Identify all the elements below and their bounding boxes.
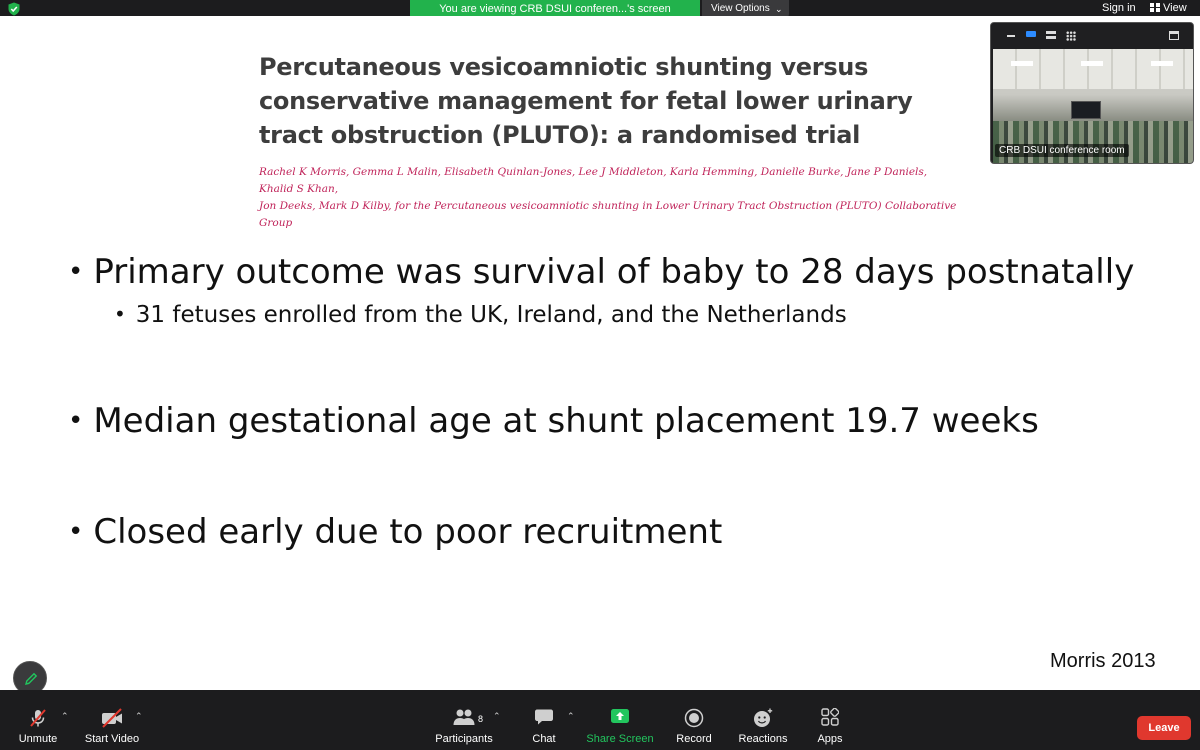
share-screen-button share[interactable]: [586, 690, 654, 750]
unmute-label: Unmute: [18, 733, 58, 745]
record-label: Record: [676, 733, 712, 745]
participants-button[interactable]: [432, 690, 496, 750]
participants-label: Participants: [435, 733, 493, 745]
sub-bullet-enrollment: [114, 302, 847, 328]
chat-button[interactable]: [524, 690, 564, 750]
video-thumbnail-panel[interactable]: [990, 22, 1194, 164]
bullet-text: Closed early due to poor recruitment: [93, 512, 723, 552]
bullet-text: 31 fetuses enrolled from the UK, Ireland, and the Netherlands: [135, 302, 847, 328]
author-list: [259, 164, 959, 232]
screen-share-banner: You are viewing CRB DSUI conferen...'s screen: [410, 0, 700, 18]
video-room-ceiling: [993, 49, 1193, 89]
muted-microphone-icon: [28, 708, 48, 728]
room-tv-screen: [1071, 101, 1101, 119]
bullet-icon: •: [68, 257, 84, 287]
slide-citation: Morris 2013: [1050, 650, 1156, 672]
participants-icon: [452, 708, 476, 726]
bullet-icon: •: [68, 517, 84, 547]
share-screen-icon: [610, 708, 630, 724]
sign-in-link[interactable]: Sign in: [1102, 2, 1136, 14]
apps-icon: [821, 708, 839, 726]
meeting-toolbar: [0, 690, 1200, 750]
exit-pip-icon[interactable]: [1169, 31, 1179, 40]
start-video-button[interactable]: [82, 690, 142, 750]
authors-line-2: Jon Deeks, Mark D Kilby, for the Percutaneous vesicoamniotic shunting in Lower Urinary Tract Obstruction (PLUTO) Collaborative Group: [259, 200, 957, 229]
participant-name-label: CRB DSUI conference room: [995, 144, 1129, 157]
authors-line-1: Rachel K Morris, Gemma L Malin, Elisabeth Quinlan-Jones, Lee J Middleton, Karla Hemming, Danielle Burke, Jane P Daniels, Khalid S Khan,: [259, 166, 928, 195]
single-video-icon[interactable]: [1026, 31, 1036, 37]
video-options-chevron-icon[interactable]: ⌃: [135, 712, 143, 722]
bullet-icon: •: [114, 302, 126, 326]
shield-check-icon[interactable]: [7, 2, 21, 16]
record-icon: [684, 708, 704, 728]
bullet-text: Primary outcome was survival of baby to 28 days postnatally: [93, 252, 1135, 292]
ceiling-light: [1011, 61, 1033, 66]
view-label: View: [1163, 2, 1187, 14]
pencil-icon: [23, 671, 39, 687]
view-button[interactable]: [1150, 1, 1187, 15]
start-video-label: Start Video: [84, 733, 140, 745]
audio-options-chevron-icon[interactable]: ⌃: [61, 712, 69, 722]
chat-label: Chat: [532, 733, 556, 745]
share-screen-label: Share Screen: [586, 733, 654, 745]
smiley-add-icon: [752, 708, 774, 728]
video-off-icon: [100, 708, 124, 728]
reactions-button[interactable]: [736, 690, 790, 750]
two-row-layout-icon[interactable]: [1046, 31, 1056, 39]
chevron-down-icon: ⌄: [775, 4, 783, 14]
chat-options-chevron-icon[interactable]: ⌃: [567, 712, 575, 722]
bullet-primary-outcome: [68, 252, 1134, 292]
reactions-label: Reactions: [738, 733, 788, 745]
record-button[interactable]: [674, 690, 714, 750]
leave-button[interactable]: Leave: [1137, 716, 1191, 740]
bullet-closed-early: [68, 512, 722, 552]
bullet-text: Median gestational age at shunt placement 19.7 weeks: [93, 401, 1039, 441]
video-panel-toolbar: [991, 23, 1194, 49]
minimize-icon[interactable]: [1007, 35, 1015, 37]
unmute-button[interactable]: [12, 690, 64, 750]
apps-button[interactable]: [810, 690, 850, 750]
gallery-grid-icon[interactable]: [1066, 31, 1076, 41]
ceiling-light: [1081, 61, 1103, 66]
bullet-icon: •: [68, 406, 84, 436]
participants-count: 8: [478, 714, 484, 724]
grid-view-icon: [1150, 3, 1160, 12]
bullet-gestational-age: [68, 401, 1039, 441]
apps-label: Apps: [817, 733, 843, 745]
paper-title: Percutaneous vesicoamniotic shunting versus conservative management for fetal lower urinary tract obstruction (PLUTO): a randomised trial: [259, 53, 913, 149]
participants-options-chevron-icon[interactable]: ⌃: [493, 712, 501, 722]
view-options-label: View Options: [711, 3, 770, 14]
ceiling-light: [1151, 61, 1173, 66]
chat-bubble-icon: [534, 708, 554, 726]
